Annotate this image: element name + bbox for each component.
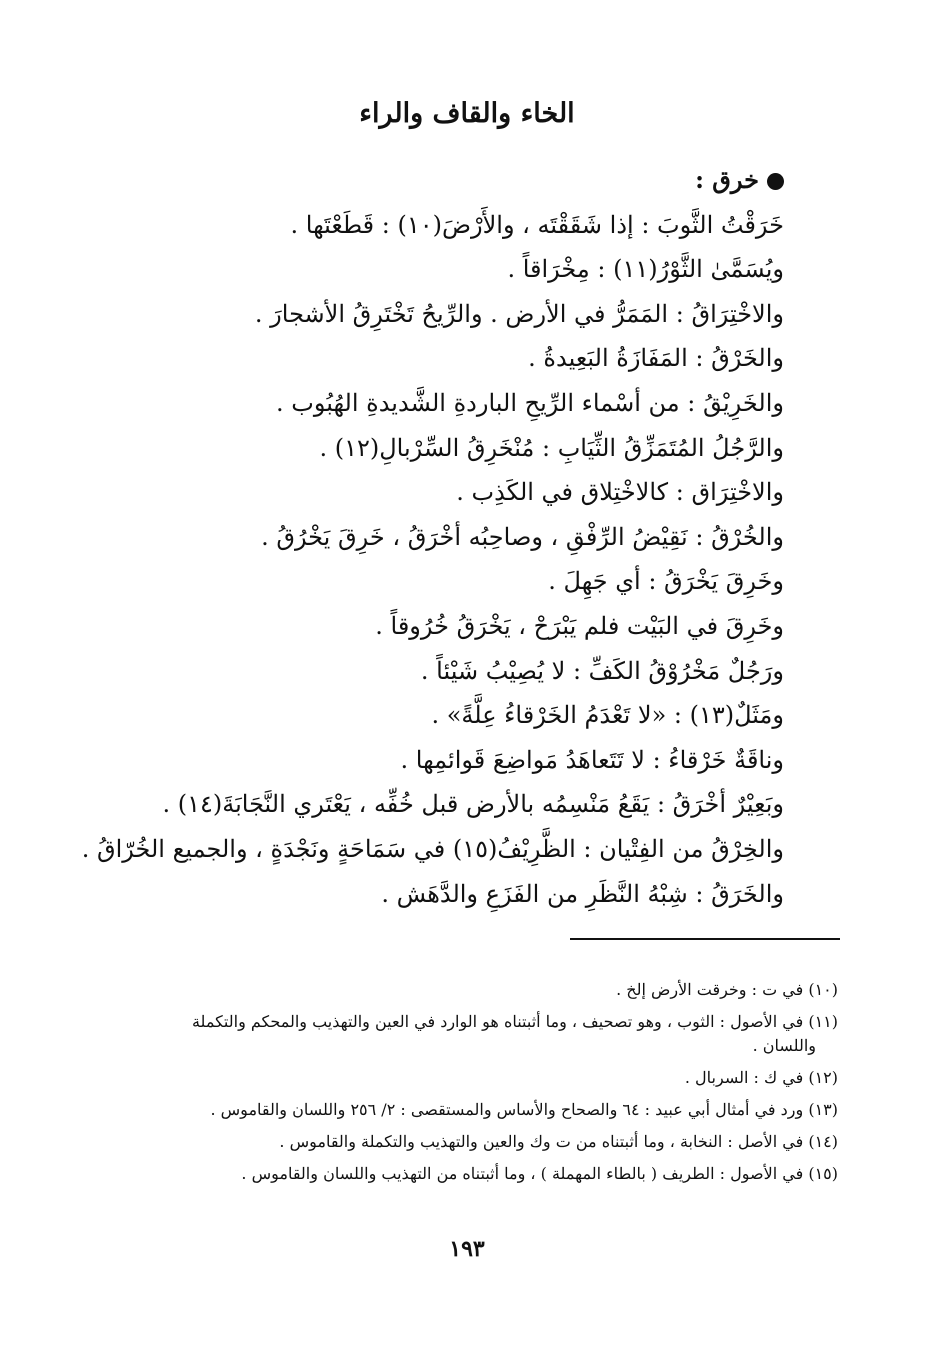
footnote-13: (١٣) ورد في أمثال أبي عبيد : ٦٤ والصحاح والأساس والمستقصى : ٢/ ٢٥٦ واللسان والقاموس .	[210, 1100, 838, 1119]
entry-line-9: وخَرِقَ يَخْرَقُ : أي جَهِلَ .	[548, 567, 784, 596]
entry-line-13: وناقَةٌ خَرْقاءُ : لا تَتَعاهَدُ مَواضِعَ قَوائمِها .	[400, 745, 784, 774]
entry-line-15: والخِرْقُ من الفِتْيان : الظَّرِيْفُ(١٥) في سَمَاحَةٍ ونَجْدَةٍ ، والجميع الخُرّاقُ .	[81, 834, 784, 863]
footnote-separator	[570, 938, 840, 940]
bullet-icon	[767, 173, 784, 190]
footnote-10: (١٠) في ت : وخرقت الأرض إلخ .	[616, 980, 838, 999]
footnote-11-text: (١١) في الأصول : الثوب ، وهو تصحيف ، وما أثبتناه هو الوارد في العين والتهذيب والمحكم والتكملة	[191, 1012, 838, 1031]
page-header: الخاء والقاف والراء	[359, 98, 575, 129]
entry-line-3: والاخْتِرَاقُ : المَمَرُّ في الأرض . والرِّيحُ تَخْتَرِقُ الأشجارَ .	[254, 299, 784, 328]
page-number: ١٩٣	[449, 1236, 485, 1262]
entry-line-12: ومَثَلٌ(١٣) : «لا تَعْدَمُ الخَرْقاءُ عِلَّةً» .	[431, 701, 784, 730]
entry-line-5: والخَرِيْقُ : من أسْماء الرِّيحِ الباردةِ الشَّديدةِ الهُبُوب .	[275, 388, 784, 417]
entry-line-2: ويُسَمَّىٰ الثَّوْرُ(١١) : مِخْرَاقاً .	[507, 255, 784, 284]
footnote-15: (١٥) في الأصول : الطريف ( بالطاء المهملة ) ، وما أثبتناه من التهذيب واللسان والقاموس .	[241, 1164, 838, 1183]
entry-line-16: والخَرَقُ : شِبْهُ النَّظَرِ من الفَزَعِ والدَّهَش .	[381, 879, 784, 908]
entry-headword-line	[124, 158, 784, 203]
entry-line-14: وبَعِيْرٌ أخْرَقُ : يَقَعُ مَنْسِمُه بالأرض قبل خُفِّه ، يَعْتَري النَّجَابَةَ(١٤) .	[162, 790, 784, 819]
footnotes	[118, 978, 838, 1194]
entry-line-1: خَرَقْتُ الثَّوبَ : إذا شَقَقْتَه ، والأَرْضَ(١٠) : قَطَعْتَها .	[290, 210, 784, 239]
dictionary-entry	[81, 158, 784, 916]
entry-line-8: والخُرْقُ : نَقِيْضُ الرِّفْقِ ، وصاحِبُه أخْرَقُ ، خَرِقَ يَخْرُقُ .	[261, 522, 784, 551]
entry-line-11: ورَجُلٌ مَخْرُوْقُ الكَفِّ : لا يُصِيْبُ شَيْئاً .	[420, 656, 784, 685]
footnote-11	[118, 1010, 838, 1058]
entry-line-6: والرَّجُلُ المُتَمَزِّقُ الثِّيَابِ : مُنْخَرِقُ السِّرْبالِ(١٢) .	[319, 433, 784, 462]
entry-line-10: وخَرِقَ في البَيْت فلم يَبْرَحْ ، يَخْرَقُ خُرُوقاً .	[375, 611, 784, 640]
entry-line-4: والخَرْقُ : المَفَازَةُ البَعِيدةُ .	[528, 344, 784, 373]
entry-headword: خرق :	[695, 165, 759, 194]
footnote-12: (١٢) في ك : السربال .	[684, 1068, 838, 1087]
entry-line-7: والاخْتِرَاق : كالاخْتِلاق في الكَذِب .	[456, 478, 784, 507]
footnote-14: (١٤) في الأصل : النخابة ، وما أثبتناه من ت وك والعين والتهذيب والتكملة والقاموس .	[279, 1132, 838, 1151]
footnote-11-continuation: واللسان .	[752, 1036, 816, 1055]
